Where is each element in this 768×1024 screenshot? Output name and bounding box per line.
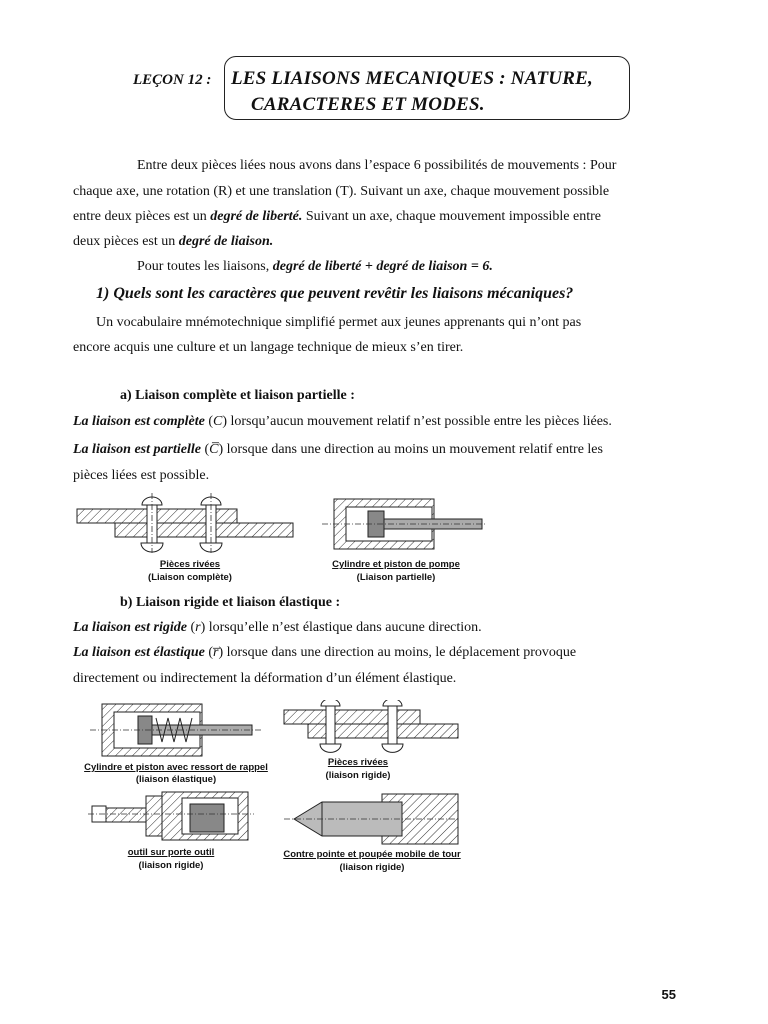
fig3-title: Cylindre et piston avec ressort de rappel: [84, 762, 268, 773]
term-elastique: La liaison est élastique: [73, 645, 205, 660]
text: deux pièces est un: [73, 234, 179, 249]
degre-liberte-term: degré de liberté.: [210, 209, 303, 224]
fig6-title: Contre pointe et poupée mobile de tour: [283, 849, 461, 860]
text: entre deux pièces est un: [73, 209, 211, 224]
fig6-subtitle: (liaison rigide): [339, 862, 405, 873]
fig3-subtitle: (liaison élastique): [135, 774, 217, 785]
text: (: [204, 414, 213, 429]
def-partielle: [73, 441, 603, 459]
fig1-subtitle: (Liaison complète): [148, 572, 232, 583]
tool-holder-figure: [86, 788, 256, 846]
def-rigide: [73, 619, 482, 637]
intro-line-4: [73, 233, 273, 251]
fig2-subtitle: (Liaison partielle): [356, 572, 436, 583]
fig1-title: Pièces rivées: [159, 559, 221, 570]
degre-liaison-term: degré de liaison.: [178, 234, 274, 249]
intro-line-1: Entre deux pièces liées nous avons dans l’espace 6 possibilités de mouvements : Pour: [137, 158, 617, 173]
fig4-subtitle: (liaison rigide): [325, 770, 391, 781]
symbol-r: r: [195, 620, 201, 635]
term-rigide: La liaison est rigide: [73, 620, 187, 635]
page-title-line2: CARACTERES ET MODES.: [251, 94, 485, 115]
fig5-title: outil sur porte outil: [127, 847, 215, 858]
fig4-title: Pièces rivées: [327, 757, 389, 768]
term-partielle: La liaison est partielle: [73, 442, 201, 457]
text: ) lorsqu’aucun mouvement relatif n’est possible entre les pièces liées.: [222, 414, 612, 429]
intro-line-2: chaque axe, une rotation (R) et une translation (T). Suivant un axe, chaque mouvement possible: [73, 184, 610, 199]
term-complete: La liaison est complète: [73, 414, 205, 429]
fig2-title: Cylindre et piston de pompe: [332, 559, 460, 570]
riveted-parts-figure: [75, 493, 295, 555]
def-complete: [73, 413, 612, 431]
def-elastique: [73, 644, 576, 662]
def-elastique-cont: directement ou indirectement la déformation d’un élément élastique.: [73, 671, 457, 686]
text: (: [186, 620, 196, 635]
tailstock-figure: [282, 790, 462, 848]
cylinder-piston-figure: [318, 493, 488, 555]
riveted-parts-rigid-figure: [282, 700, 462, 756]
symbol-r-bar: r̅: [213, 645, 219, 660]
page-number: 55: [661, 987, 676, 1002]
lesson-number: LEÇON 12 :: [133, 72, 212, 88]
text: (: [204, 645, 214, 660]
fig5-subtitle: (liaison rigide): [138, 860, 204, 871]
intro-line-5: [137, 258, 493, 276]
text: ) lorsqu’elle n’est élastique dans aucune direction.: [200, 620, 482, 635]
text: (: [200, 442, 210, 457]
sub-a-heading: a) Liaison complète et liaison partielle :: [120, 388, 355, 403]
section-1-para-1: Un vocabulaire mnémotechnique simplifié permet aux jeunes apprenants qui n’ont pas: [96, 315, 582, 330]
text: Suivant un axe, chaque mouvement impossible entre: [302, 209, 601, 224]
sub-b-heading: b) Liaison rigide et liaison élastique :: [120, 595, 341, 610]
def-partielle-cont: pièces liées est possible.: [73, 468, 210, 483]
formula: degré de liberté + degré de liaison = 6.: [272, 259, 493, 274]
text: Pour toutes les liaisons,: [137, 259, 273, 274]
symbol-c-bar: C̅: [209, 442, 219, 457]
section-1-para-2: encore acquis une culture et un langage technique de mieux s’en tirer.: [73, 340, 464, 355]
text: ) lorsque dans une direction au moins un mouvement relatif entre les: [218, 442, 603, 457]
page-title-line1: LES LIAISONS MECANIQUES : NATURE,: [231, 68, 593, 89]
text: ) lorsque dans une direction au moins, le déplacement provoque: [218, 645, 577, 660]
symbol-c: C: [213, 414, 223, 429]
section-1-heading: 1) Quels sont les caractères que peuvent revêtir les liaisons mécaniques?: [96, 285, 574, 302]
intro-line-3: [73, 208, 601, 226]
spring-cylinder-figure: [86, 700, 266, 760]
